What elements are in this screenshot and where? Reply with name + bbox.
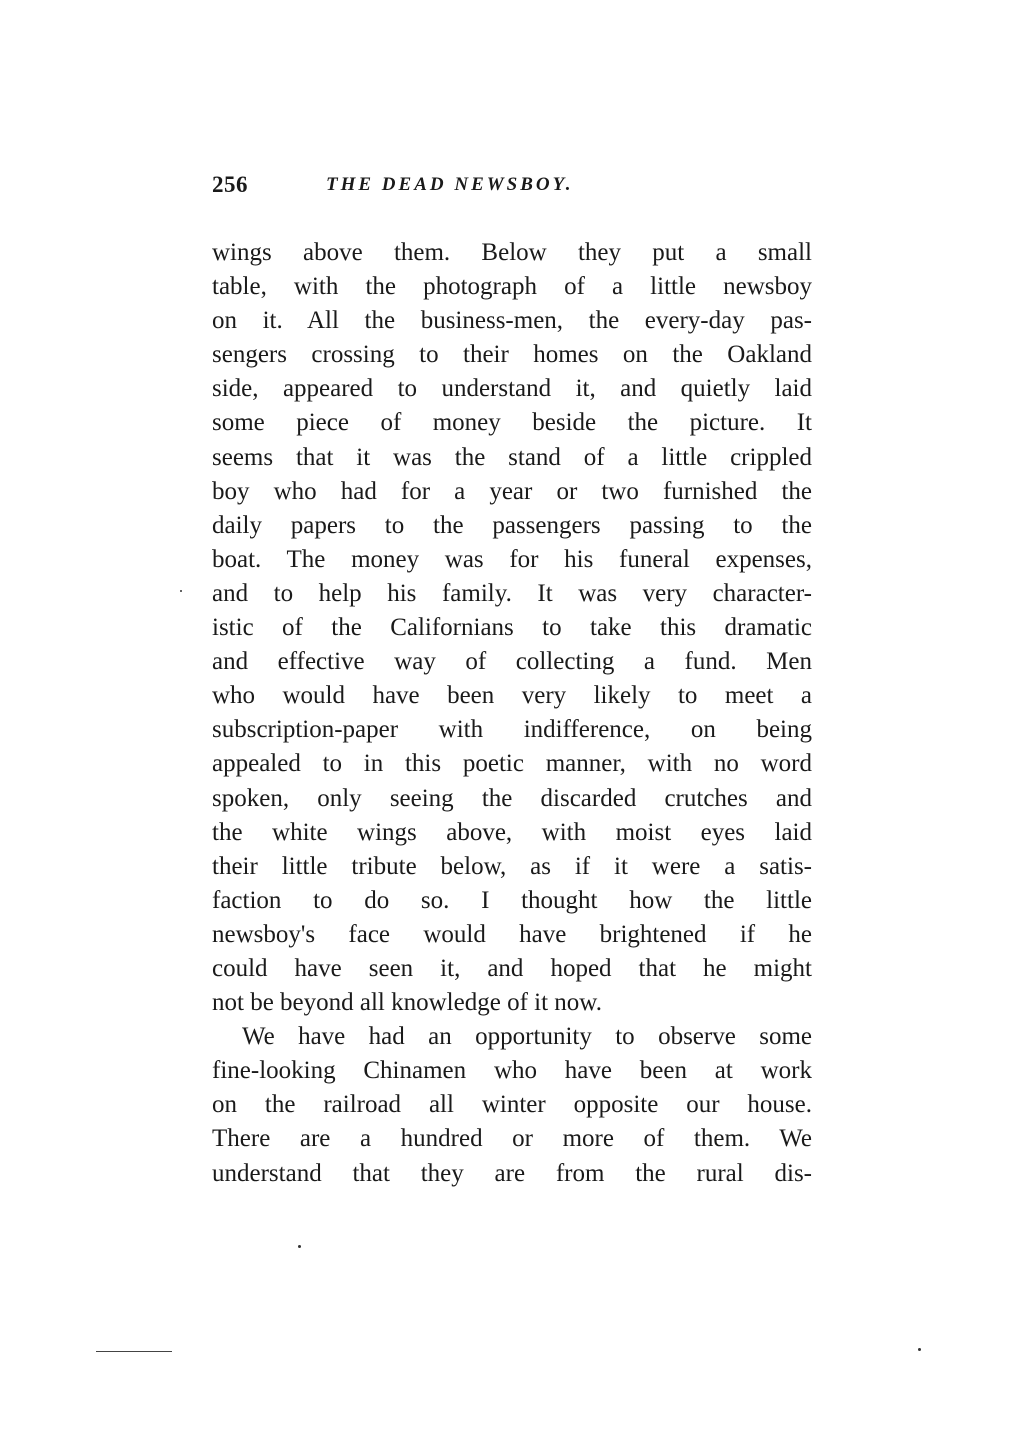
text-line: fine-looking Chinamen who have been at work [212,1057,812,1085]
paragraph [212,1020,812,1190]
text-line: spoken, only seeing the discarded crutches and [212,784,812,812]
ink-speck [180,590,182,592]
text-line: appealed to in this poetic manner, with no word [212,750,812,778]
paragraph [212,236,812,1020]
text-line: sengers crossing to their homes on the Oakland [212,341,812,369]
running-head: THE DEAD NEWSBOY. [326,174,574,195]
text-line: on it. All the business-men, the every-day pas- [212,307,812,335]
text-line: side, appeared to understand it, and quietly laid [212,375,812,403]
text-line: and effective way of collecting a fund. Men [212,648,812,676]
text-line: and to help his family. It was very character- [212,579,812,607]
text-line: not be beyond all knowledge of it now. [212,989,602,1017]
text-line: understand that they are from the rural dis- [212,1159,812,1187]
text-line: seems that it was the stand of a little crippled [212,443,812,471]
text-line: some piece of money beside the picture. It [212,409,812,437]
text-line: who would have been very likely to meet a [212,682,812,710]
body-text [212,236,812,1191]
text-line: the white wings above, with moist eyes laid [212,818,812,846]
text-line: boy who had for a year or two furnished the [212,477,812,505]
ink-speck [918,1348,921,1351]
text-line: wings above them. Below they put a small [212,239,812,266]
text-line: boat. The money was for his funeral expenses, [212,545,812,573]
text-line: their little tribute below, as if it were a satis- [212,852,812,880]
text-line: faction to do so. I thought how the little [212,886,812,914]
text-line: table, with the photograph of a little newsboy [212,273,812,301]
text-line: istic of the Californians to take this dramatic [212,614,812,642]
text-line: subscription-paper with indifference, on being [212,716,812,744]
text-line: could have seen it, and hoped that he might [212,954,812,982]
page-header [212,172,812,206]
footer-rule [96,1351,172,1352]
text-line: daily papers to the passengers passing to the [212,511,812,539]
text-line: on the railroad all winter opposite our house. [212,1091,812,1119]
text-line: We have had an opportunity to observe some [242,1023,812,1051]
page-number: 256 [212,172,248,197]
text-line: newsboy's face would have brightened if he [212,920,812,948]
text-line: There are a hundred or more of them. We [212,1125,812,1153]
ink-speck [298,1245,301,1248]
